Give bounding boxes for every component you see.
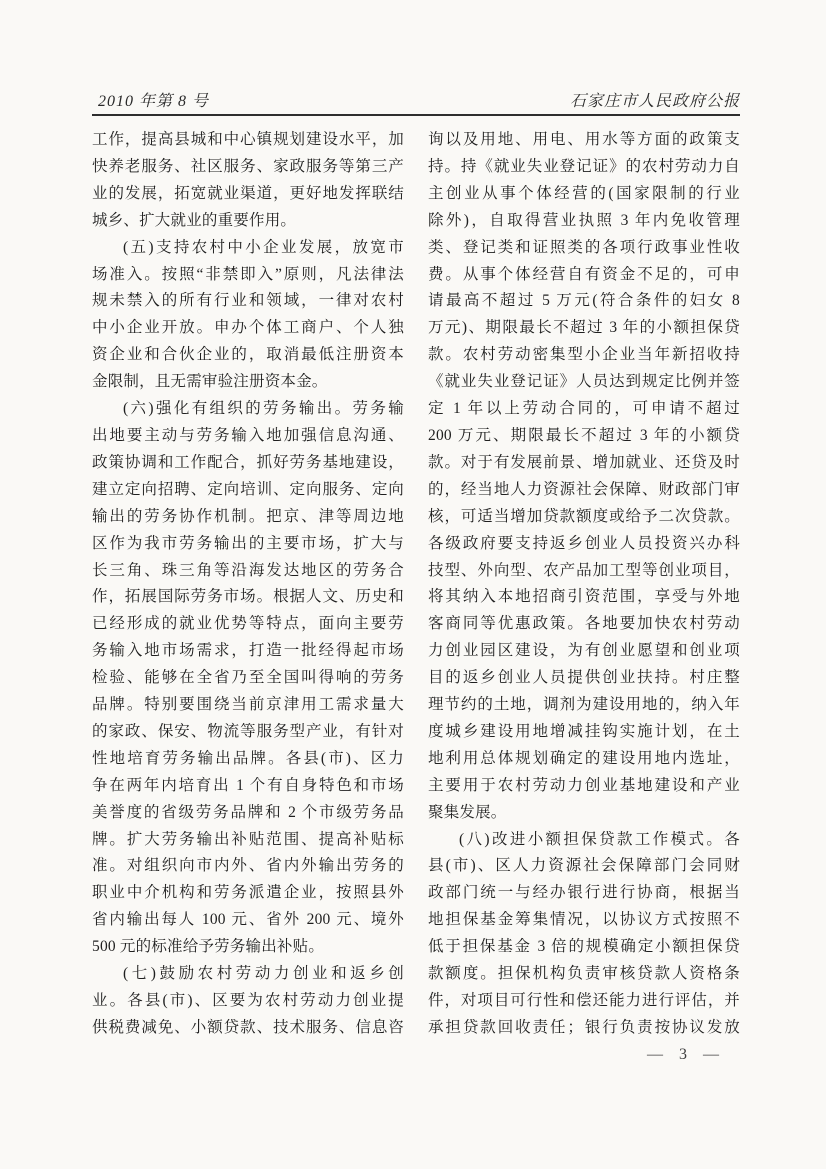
text-line: 的家政、保安、物流等服务型产业，有针对 — [92, 722, 404, 740]
text-line: (五)支持农村中小企业发展，放宽市 — [123, 238, 404, 256]
text-line: 理节约的土地，调剂为建设用地的，纳入年 — [428, 696, 740, 714]
text-line: 长三角、珠三角等沿海发达地区的劳务合 — [92, 561, 404, 579]
document-body — [92, 127, 740, 1042]
text-line: 费。从事个体经营自有资金不足的，可申 — [428, 265, 740, 283]
text-line: 区作为我市劳务输出的主要市场，扩大与 — [92, 534, 404, 552]
text-line: 主创业从事个体经营的(国家限制的行业 — [428, 184, 740, 202]
text-line: (八)改进小额担保贷款工作模式。各 — [459, 830, 740, 848]
header-rule — [92, 114, 740, 116]
text-line: 询以及用地、用电、用水等方面的政策支 — [428, 131, 740, 148]
text-line: 美誉度的省级劳务品牌和 2 个市级劳务品 — [92, 803, 404, 821]
text-line: 目的返乡创业人员提供创业扶持。村庄整 — [428, 669, 740, 687]
text-line: 县(市)、区人力资源社会保障部门会同财 — [428, 857, 740, 875]
text-line: 款额度。担保机构负责审核贷款人资格条 — [428, 965, 740, 983]
text-line: 万元)、期限最长不超过 3 年的小额担保贷 — [428, 319, 740, 337]
text-line: 款。对于有发展前景、增加就业、还贷及时 — [428, 453, 740, 471]
text-line: (六)强化有组织的劳务输出。劳务输 — [123, 400, 404, 418]
text-line: 业的发展，拓宽就业渠道，更好地发挥联结 — [92, 184, 404, 202]
text-line: 场准入。按照“非禁即入”原则，凡法律法 — [92, 265, 404, 283]
text-line: 建立定向招聘、定向培训、定向服务、定向 — [92, 480, 404, 498]
text-line: 定 1 年以上劳动合同的，可申请不超过 — [428, 400, 740, 418]
text-line: 职业中介机构和劳务派遣企业，按照县外 — [92, 884, 404, 902]
text-line: 省内输出每人 100 元、省外 200 元、境外 — [92, 911, 404, 929]
text-line: 检验、能够在全省乃至全国叫得响的劳务 — [92, 669, 404, 687]
text-line: 地利用总体规划确定的建设用地内选址， — [428, 749, 740, 767]
text-line: 政部门统一与经办银行进行协商，根据当 — [428, 884, 740, 902]
text-line: 款。农村劳动密集型小企业当年新招收持 — [428, 346, 740, 364]
text-line: 准。对组织向市内外、省内外输出劳务的 — [92, 857, 404, 875]
text-line: 力创业园区建设，为有创业愿望和创业项 — [428, 642, 740, 660]
text-line: 品牌。特别要围绕当前京津用工需求量大 — [92, 696, 404, 714]
text-line: 工作，提高县城和中心镇规划建设水平，加 — [92, 131, 404, 148]
text-line: 规未禁入的所有行业和领域，一律对农村 — [92, 292, 404, 310]
text-line: 地担保基金筹集情况，以协议方式按照不 — [428, 911, 740, 929]
text-line: 务输入地市场需求，打造一批经得起市场 — [92, 642, 404, 660]
text-line: 已经形成的就业优势等特点，面向主要劳 — [92, 615, 404, 633]
text-line: 牌。扩大劳务输出补贴范围、提高补贴标 — [92, 830, 404, 848]
text-line: 金限制，且无需审验注册资本金。 — [92, 373, 328, 391]
text-line: 主要用于农村劳动力创业基地建设和产业 — [428, 776, 740, 794]
text-line: 客商同等优惠政策。各地要加快农村劳动 — [428, 615, 740, 633]
text-line: 性地培育劳务输出品牌。各县(市)、区力 — [92, 749, 404, 767]
gazette-title: 石家庄市人民政府公报 — [569, 93, 740, 110]
text-line: 出地要主动与劳务输入地加强信息沟通、 — [92, 426, 404, 444]
page-number: — 3 — — [647, 1046, 720, 1063]
text-line: 中小企业开放。申办个体工商户、个人独 — [92, 319, 404, 337]
left-column — [92, 127, 404, 1042]
text-line: 政策协调和工作配合，抓好劳务基地建设， — [92, 453, 404, 471]
text-line: 输出的劳务协作机制。把京、津等周边地 — [92, 507, 404, 525]
text-line: 业。各县(市)、区要为农村劳动力创业提 — [92, 992, 404, 1009]
page-header — [92, 88, 740, 111]
text-line: 供税费减免、小额贷款、技术服务、信息咨 — [92, 1018, 404, 1036]
text-line: 各级政府要支持返乡创业人员投资兴办科 — [428, 534, 740, 552]
text-line: 除外)，自取得营业执照 3 年内免收管理 — [428, 211, 740, 229]
text-line: 聚集发展。 — [428, 803, 507, 821]
text-line: 500 元的标准给予劳务输出补贴。 — [92, 938, 325, 956]
text-line: 低于担保基金 3 倍的规模确定小额担保贷 — [428, 938, 740, 956]
text-line: 核，可适当增加贷款额度或给予二次贷款。 — [428, 507, 740, 525]
text-line: 快养老服务、社区服务、家政服务等第三产 — [92, 157, 404, 175]
text-line: 持。持《就业失业登记证》的农村劳动力自 — [428, 157, 740, 175]
text-line: 《就业失业登记证》人员达到规定比例并签 — [428, 373, 740, 391]
right-column — [428, 127, 740, 1042]
text-line: 的，经当地人力资源社会保障、财政部门审 — [428, 480, 740, 498]
text-line: 请最高不超过 5 万元(符合条件的妇女 8 — [428, 292, 740, 310]
text-line: (七)鼓励农村劳动力创业和返乡创 — [123, 965, 404, 983]
text-line: 作，拓展国际劳务市场。根据人文、历史和 — [92, 588, 404, 606]
text-line: 度城乡建设用地增减挂钩实施计划，在土 — [428, 722, 740, 740]
text-line: 城乡、扩大就业的重要作用。 — [92, 211, 297, 229]
issue-number: 2010 年第 8 号 — [98, 93, 210, 110]
text-line: 200 万元、期限最长不超过 3 年的小额贷 — [428, 426, 740, 444]
text-line: 承担贷款回收责任；银行负责按协议发放 — [428, 1018, 740, 1036]
text-line: 件，对项目可行性和偿还能力进行评估，并 — [428, 992, 740, 1009]
text-line: 类、登记类和证照类的各项行政事业性收 — [428, 238, 740, 256]
text-line: 技型、外向型、农产品加工型等创业项目， — [428, 561, 740, 579]
text-line: 将其纳入本地招商引资范围，享受与外地 — [428, 588, 740, 606]
text-line: 资企业和合伙企业的，取消最低注册资本 — [92, 346, 404, 364]
text-line: 争在两年内培育出 1 个有自身特色和市场 — [92, 776, 404, 794]
